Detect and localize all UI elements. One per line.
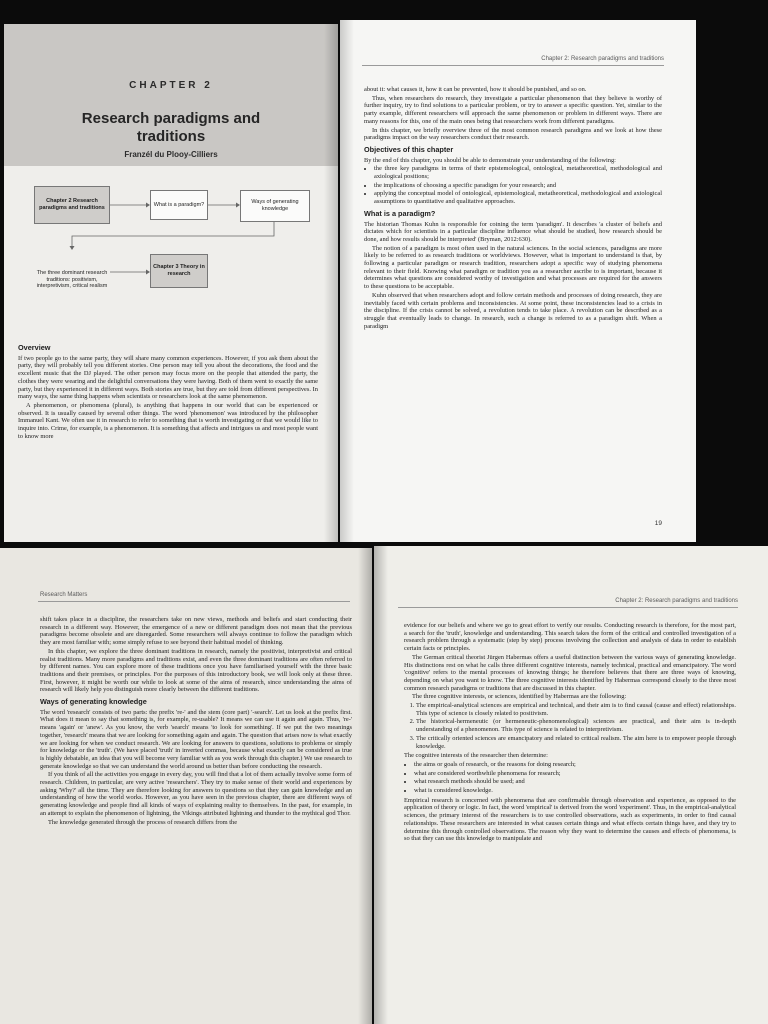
list-item: • what research methods should be used; and (414, 778, 736, 786)
map-box-what-is-paradigm: What is a paradigm? (150, 190, 208, 220)
header-rule (398, 607, 738, 608)
paragraph: A phenomenon, or phenomena (plural), is anything that happens in our world that can be experienced or observed. It is usually caused by several other things. The word 'phenomenon' was introduced by the philosopher Immanuel Kant. We often use it in research to refer to something that is worth investigating or that we would like to inquire into. Crime, for example, is a phenomenon. It is something that affects and intrigues us and most people want to know more (18, 401, 318, 440)
page-gutter (324, 24, 338, 542)
header-rule (38, 601, 350, 602)
list-item: 3. The critically oriented sciences are emancipatory and related to critical realism. The aim here is to empower people through knowledge. (416, 735, 736, 750)
interests-list (404, 702, 736, 750)
paragraph: In this chapter, we explore the three dominant traditions in research, namely the positivist, interpretivist and critical realist traditions. Many more paradigms and traditions exist, and even the three dominant traditions are often referred to by different names. You can explore more of these traditions once you have familiarised yourself with the three basic traditions and their premises, or principles. For the purposes of this introductory book, we will look only at these three. First, however, it might be worth our while to look at some of the aims of research, since understanding the aims of research will likely help you distinguish more clearly between the different traditions. (40, 647, 352, 694)
list-item: • the three key paradigms in terms of their epistemological, ontological, metatheoretical, methodological and axiological positions; (374, 165, 662, 180)
paragraph: Kuhn observed that when researchers adopt and follow certain methods and processes of doing research, they are inevitably faced with certain problems and inconsistencies. At some point, these inconsistencies lead to a crisis in the discipline. If the crisis cannot be solved, a revolution tends to take place. A revolution can be described as a struggle that eventually leads to change. In research, such a change is referred to as a paradigm shift. When a paradigm (364, 291, 662, 330)
page-text (404, 622, 736, 844)
objectives-list (364, 165, 662, 206)
paragraph: shift takes place in a discipline, the researchers take on new views, methods and beliefs and start conducting their research in a different way. However, the emergence of a new or different paradigm does not mean that the previous paradigms become obsolete and are disregarded. Some researchers will always continue to follow the paradigm which they are most familiar with; some simply refuse to see beyond their habitual model of thinking. (40, 616, 352, 647)
map-box-current-chapter: Chapter 2 Research paradigms and traditions (34, 186, 110, 224)
page-19 (340, 20, 696, 542)
list-item: • what are considered worthwhile phenomena for research; (414, 770, 736, 778)
page-gutter (358, 548, 372, 1024)
list-item: • the implications of choosing a specific paradigm for your research; and (374, 182, 662, 190)
list-item: 2. The historical-hermeneutic (or hermeneutic-phenomenological) sciences are practical, and their aim is in-depth understanding of a phenomenon. This type of science is related to interpretivism. (416, 718, 736, 733)
objectives-heading: Objectives of this chapter (364, 144, 454, 154)
running-head: Research Matters (40, 592, 88, 598)
paragraph: The knowledge generated through the process of research differs from the (48, 818, 238, 826)
chapter-label: CHAPTER 2 (129, 80, 213, 91)
paragraph: In this chapter, we briefly overview three of the most common research paradigms and we look at how these paradigms impact on the way researchers conduct their research. (364, 126, 662, 142)
running-head: Chapter 2: Research paradigms and traditions (615, 598, 738, 604)
chapter-title-line: traditions (136, 128, 206, 145)
paragraph: The word 'research' consists of two parts: the prefix 're-' and the stem (core part) '-search'. Let us look at the prefix first. What does it mean to say that something is, for example, re-usable? It means we can use it again and again. Thus, 're-' means 'again' or 'anew'. As you know, the verb 'search' means 'to look for something'. If we put the two meanings together, 'research' means that we are looking for something again and again. The question that arises now is what exactly we are looking for when we conduct research. We are looking for answers to questions, solutions to problems or simply for knowledge or the 'truth'. (We have placed 'truth' in inverted commas, because what exactly can be considered as true is highly debatable, an idea that you will become very familiar with as you work through this chapter.) We use research to generate knowledge so that we can understand the world around us better than before conducting the research. (40, 708, 352, 770)
map-box-next-chapter: Chapter 3 Theory in research (150, 254, 208, 288)
paragraph: The German critical theorist Jürgen Habermas offers a useful distinction between the various ways of generating knowledge. His distinctions rest on what he calls three different cognitive interests, namely technical, practical and emancipatory. The word 'cognitive' refers to the mental processes of knowing things; he therefore believes that there are three ways of knowing, depending on what you want to know. The three cognitive interests identified by Habermas correspond closely to the three most common research paradigms or traditions that are discussed in this chapter. (404, 653, 736, 692)
map-box-ways-of-knowledge: Ways of generating knowledge (240, 190, 310, 222)
page-gutter (374, 546, 388, 1024)
page-text (40, 616, 352, 827)
paragraph: The historian Thomas Kuhn is responsible for coining the term 'paradigm'. It describes 'a cluster of beliefs and dictates which for scientists in a particular discipline influence what should be studied, how research should be done, and how results should be interpreted' (Bryman, 2012:630). (364, 220, 662, 243)
list-item: • applying the conceptual model of ontological, epistemological, metatheoretical, methodological and axiological assumptions to quantitative and qualitative approaches. (374, 190, 662, 205)
paragraph: If two people go to the same party, they will share many common experiences. However, if you ask them about the party, they will probably tell you different stories. One person may tell you about the decorations, the food and the excellent music that the DJ played. The other person may focus more on the people that attended the party, the clothes they were wearing and the delightful conversations they were having. Both of them went to exactly the same party, but they experienced it in different ways. Both stories are true, but they are told from different perspectives. In many ways, the same thing happens when scientists or researchers look at the same phenomenon. (18, 354, 318, 401)
header-rule (362, 65, 664, 66)
list-item: • what is considered knowledge. (414, 787, 736, 795)
overview-text (18, 340, 318, 441)
page-19-text (364, 86, 662, 331)
paragraph: If you think of all the activities you engage in every day, you will find that a lot of them actually involve some form of research. Children, in particular, are very active 'researchers'. They try to make sense of their world and experiences by asking 'Why?' all the time. They are therefore looking for answers to questions so that they can gain knowledge and an understanding of how the world works. However, as you have seen in the previous chapter, there are different ways of generating knowledge and people find all kinds of ways of explaining reality to themselves. In the past, for example, in an attempt to explain the phenomenon of lightning, the Vikings attributed lightning and thunder to the mythical god Thor. (40, 771, 352, 817)
page-chapter-opening (4, 24, 338, 542)
paragraph: The notion of a paradigm is most often used in the natural sciences. In the social sciences, paradigms are more likely to be referred to as research traditions or worldviews. However, what is important to understand is that, by following a particular paradigm or research tradition, researchers adopt a specific way of studying phenomena relevant to their field. Knowing what paradigm or tradition you as a researcher ascribe to is important, because it determines what questions are considered worthy of investigation and what processes are required for the answers to these questions to be acceptable. (364, 244, 662, 291)
paragraph: Thus, when researchers do research, they investigate a particular phenomenon that they believe is worthy of further inquiry, try to find solutions to a particular problem, or try to answer a specific question. Yet, similar to the party example, different researchers will approach the same phenomenon or problem in different ways. There are many reasons for this, one of the main ones being that researchers work from different paradigms. (364, 94, 662, 125)
ways-heading: Ways of generating knowledge (40, 697, 147, 707)
page-gutter (340, 20, 354, 542)
page-research-matters (0, 548, 372, 1024)
paradigm-heading: What is a paradigm? (364, 208, 436, 218)
page-number: 19 (654, 520, 662, 527)
paragraph: Empirical research is concerned with phenomena that are confirmable through observation and experience, as opposed to the application of theory or logic. In fact, the word 'empirical' is derived from the word 'experiment'. Thus, in the empirical-analytical sciences, the primary interest of the researchers is to use controlled observations, such as experiments, in order to find causal relationships. These researchers are interested in what causes certain things and what effects certain things have, and they try to determine this through controlled observations. The reason why they want to determine the causes and effects of phenomena, is so that they can use this knowledge to manipulate and (404, 796, 736, 843)
list-item: 1. The empirical-analytical sciences are empirical and technical, and their aim is to find causal (cause and effect) relationships. This type of science is closely related to positivism. (416, 702, 736, 717)
map-box-three-traditions: The three dominant research traditions: positivism, interpretivism, critical realism (36, 270, 108, 290)
chapter-author: Franzél du Plooy-Cilliers (124, 150, 218, 159)
paragraph: evidence for our beliefs and where we go to great effort to verify our results. Conducting research is therefore, for the most part, a search for the 'truth', knowledge and understanding. This search takes the form of the critical and controlled investigation of a research problem through a systematic (step by step) process involving the collection and analysis of data in order to establish certain facts or principles. (404, 622, 736, 653)
paragraph: The cognitive interests of the researcher then determine: (404, 752, 548, 760)
paragraph: about it: what causes it, how it can be prevented, how it should be punished, and so on. (364, 86, 587, 93)
paragraph: The three cognitive interests, or sciences, identified by Habermas are the following: (412, 693, 627, 701)
running-head: Chapter 2: Research paradigms and traditions (541, 56, 664, 62)
determines-list (404, 761, 736, 795)
list-item: • the aims or goals of research, or the reasons for doing research; (414, 761, 736, 769)
page-habermas (374, 546, 768, 1024)
chapter-title-line: Research paradigms and (81, 110, 261, 127)
paragraph: By the end of this chapter, you should be able to demonstrate your understanding of the following: (364, 156, 616, 164)
overview-heading: Overview (18, 343, 51, 352)
